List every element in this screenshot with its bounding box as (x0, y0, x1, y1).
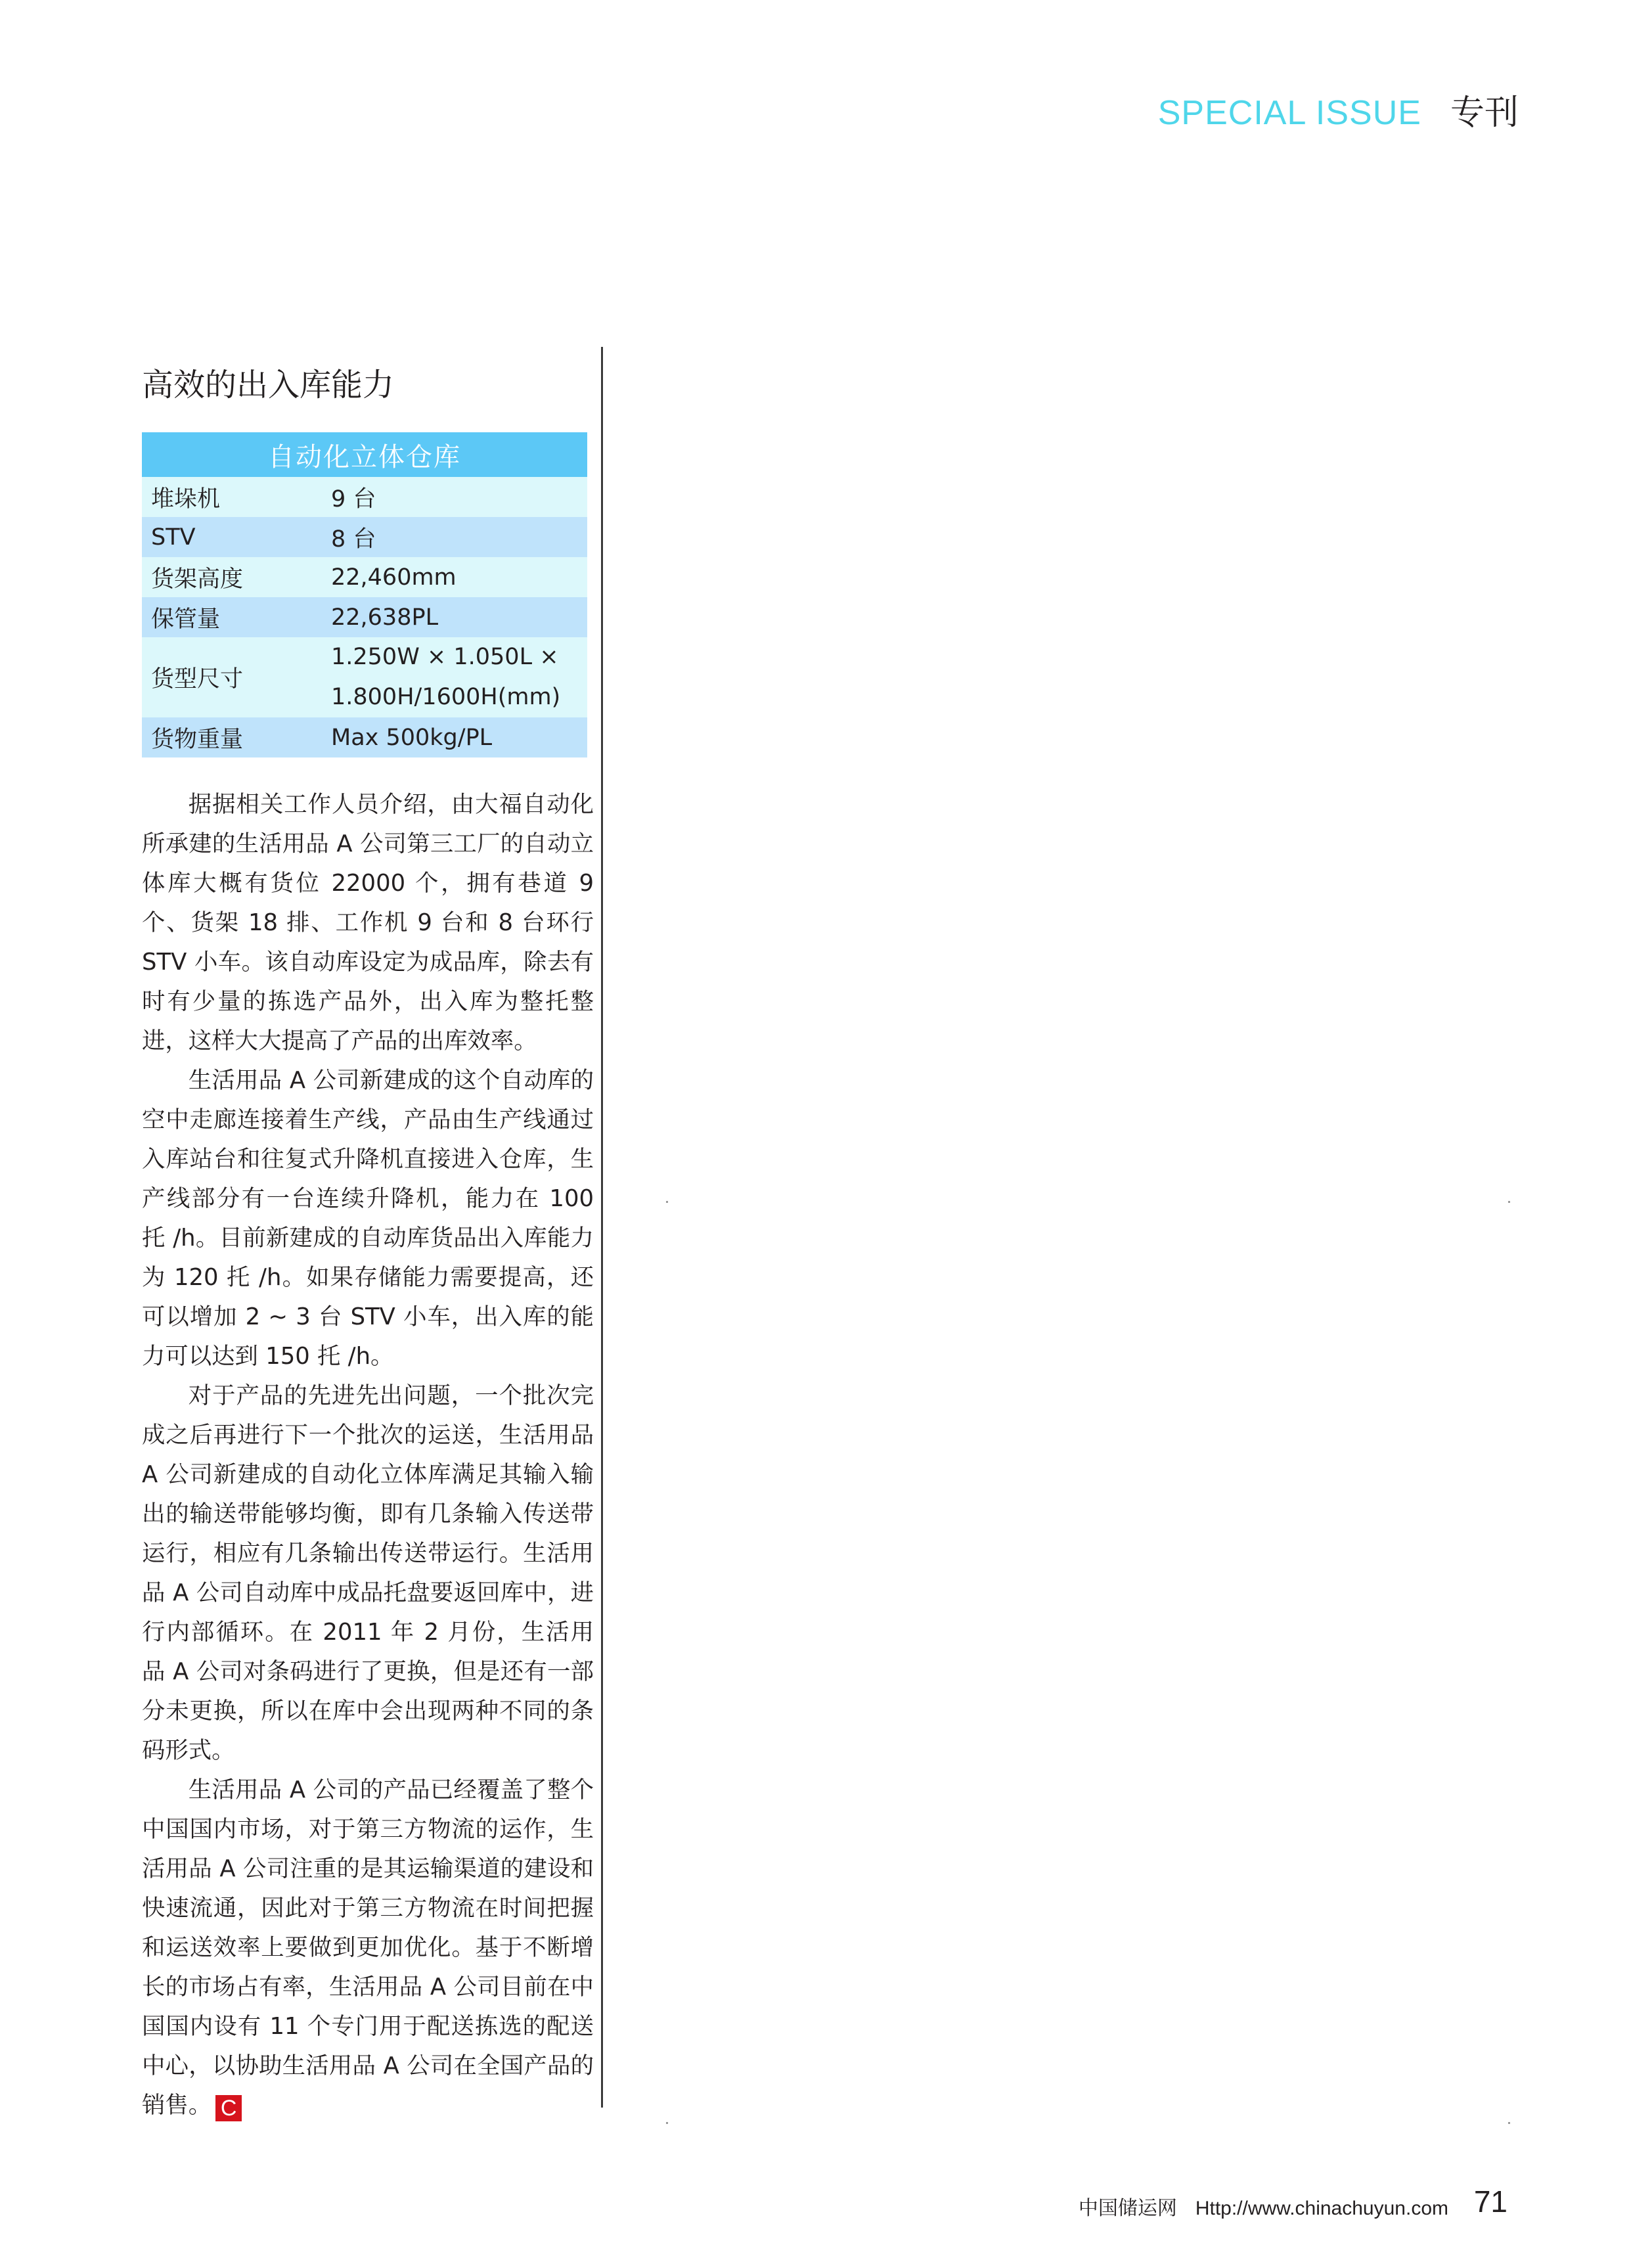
spec-key: 货型尺寸 (142, 637, 322, 717)
page-footer (1079, 2192, 1448, 2221)
article-body (142, 785, 594, 2125)
crop-mark (666, 1201, 668, 1203)
table-row (142, 637, 587, 717)
spec-value-line: 1.250W × 1.050L × (331, 644, 559, 670)
footer-url: Http://www.chinachuyun.com (1195, 2198, 1448, 2219)
table-row (142, 517, 587, 557)
spec-value: Max 500kg/PL (322, 717, 587, 757)
paragraph: 据据相关工作人员介绍，由大福自动化所承建的生活用品 A 公司第三工厂的自动立体库大概有货位 22000 个，拥有巷道 9 个、货架 18 排、工作机 9 台和 8 台环行 STV 小车。该自动库设定为成品库，除去有时有少量的拣选产品外，出入库为整托整进，这样大大提高了产品的出库效率。 (142, 791, 594, 1054)
spec-key: 货物重量 (142, 717, 322, 757)
spec-key: 保管量 (142, 597, 322, 637)
end-mark-icon: C (215, 2095, 242, 2121)
crop-mark (1508, 2122, 1510, 2124)
paragraph (142, 1771, 594, 2125)
section-title: 高效的出入库能力 (142, 367, 395, 403)
paragraph: 对于产品的先进先出问题，一个批次完成之后再进行下一个批次的运送，生活用品 A 公司新建成的自动化立体库满足其输入输出的输送带能够均衡，即有几条输入传送带运行，相应有几条输出传送带运行。生活用品 A 公司自动库中成品托盘要返回库中，进行内部循环。在 2011 年 2 月份，生活用品 A 公司对条码进行了更换，但是还有一部分未更换，所以在库中会出现两种不同的条码形式。 (142, 1382, 594, 1764)
spec-value: 8 台 (322, 517, 587, 557)
table-row (142, 717, 587, 757)
column-divider (601, 347, 603, 2108)
table-row (142, 597, 587, 637)
header-english-title: SPECIAL ISSUE (1157, 94, 1421, 132)
spec-value-line: 1.800H/1600H(mm) (331, 684, 561, 710)
spec-value: 22,638PL (322, 597, 587, 637)
crop-mark (1508, 1201, 1510, 1203)
spec-table-caption: 自动化立体仓库 (142, 432, 587, 477)
spec-key: STV (142, 517, 322, 557)
paragraph: 生活用品 A 公司新建成的这个自动库的空中走廊连接着生产线，产品由生产线通过入库站台和往复式升降机直接进入仓库，生产线部分有一台连续升降机，能力在 100 托 /h。目前新建成的自动库货品出入库能力为 120 托 /h。如果存储能力需要提高，还可以增加 2 ~ 3 台 STV 小车，出入库的能力可以达到 150 托 /h。 (142, 1067, 594, 1370)
table-row (142, 557, 587, 597)
footer-site-name: 中国储运网 (1078, 2197, 1177, 2220)
spec-value (322, 637, 587, 717)
spec-value: 9 台 (322, 477, 587, 517)
spec-key: 货架高度 (142, 557, 322, 597)
spec-key: 堆垛机 (142, 477, 322, 517)
spec-value: 22,460mm (322, 557, 587, 597)
crop-mark (666, 2122, 668, 2124)
table-row (142, 477, 587, 517)
header-chinese-title: 专刊 (1450, 93, 1519, 133)
page-number: 71 (1473, 2184, 1507, 2219)
paragraph-text: 生活用品 A 公司的产品已经覆盖了整个中国国内市场，对于第三方物流的运作，生活用品 A 公司注重的是其运输渠道的建设和快速流通，因此对于第三方物流在时间把握和运送效率上要做到更加优化。基于不断增长的市场占有率，生活用品 A 公司目前在中国国内设有 11 个专门用于配送拣选的配送中心，以协助生活用品 A 公司在全国产品的销售。 (142, 1776, 594, 2119)
spec-table (142, 432, 587, 757)
page-header (1158, 93, 1519, 133)
